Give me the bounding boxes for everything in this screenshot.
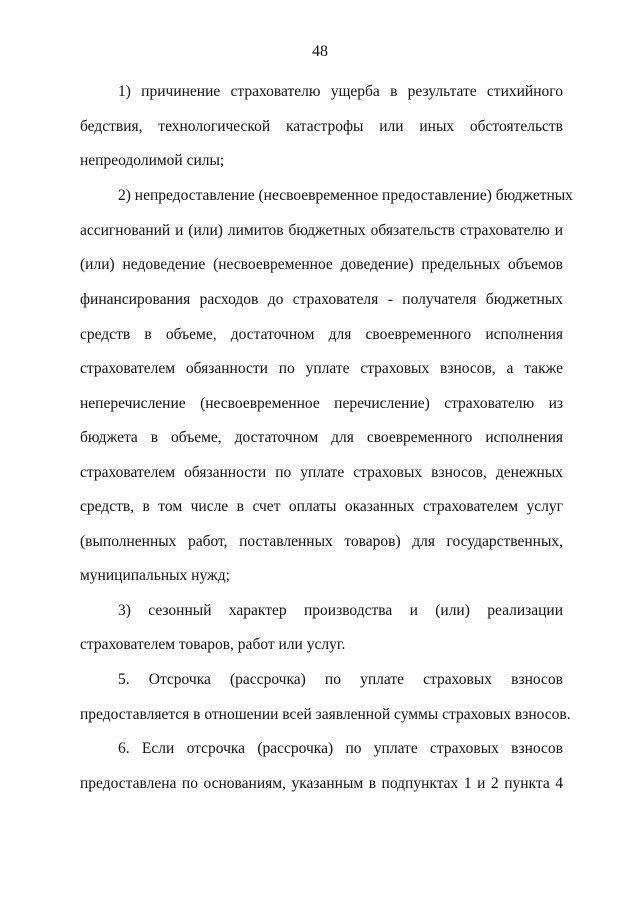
text-line: предоставляется в отношении всей заявленной суммы страховых взносов. [80,706,571,723]
text-line: непреодолимой силы; [80,152,225,169]
text-line: (или) недоведение (несвоевременное доведение) предельных объемов [80,256,563,273]
text-line: бюджета в объеме, достаточном для своевременного исполнения [80,429,563,446]
page-number: 48 [312,43,328,60]
text-line: 6. Если отсрочка (рассрочка) по уплате страховых взносов [118,740,563,757]
text-line: ассигнований и (или) лимитов бюджетных обязательств страхователю и [80,222,563,239]
text-line: страхователем товаров, работ или услуг. [80,636,346,653]
text-line: страхователем обязанности по уплате страховых взносов, денежных [80,464,563,481]
text-line: страхователем обязанности по уплате страховых взносов, а также [80,360,563,377]
text-line: (выполненных работ, поставленных товаров) для государственных, [80,533,563,550]
text-line: 1) причинение страхователю ущерба в результате стихийного [118,83,563,100]
text-line: средств, в том числе в счет оплаты оказанных страхователем услуг [80,498,563,515]
text-line: муниципальных нужд; [80,567,230,584]
text-line: финансирования расходов до страхователя - получателя бюджетных [80,291,563,308]
text-line: средств в объеме, достаточном для своевременного исполнения [80,326,563,343]
text-line: 3) сезонный характер производства и (или) реализации [118,602,563,619]
text-line: предоставлена по основаниям, указанным в подпунктах 1 и 2 пункта 4 [80,775,563,792]
text-line: неперечисление (несвоевременное перечисление) страхователю из [80,395,563,412]
text-line: бедствия, технологической катастрофы или иных обстоятельств [80,118,563,135]
text-line: 5. Отсрочка (рассрочка) по уплате страховых взносов [118,671,563,688]
text-line: 2) непредоставление (несвоевременное предоставление) бюджетных [118,187,573,204]
